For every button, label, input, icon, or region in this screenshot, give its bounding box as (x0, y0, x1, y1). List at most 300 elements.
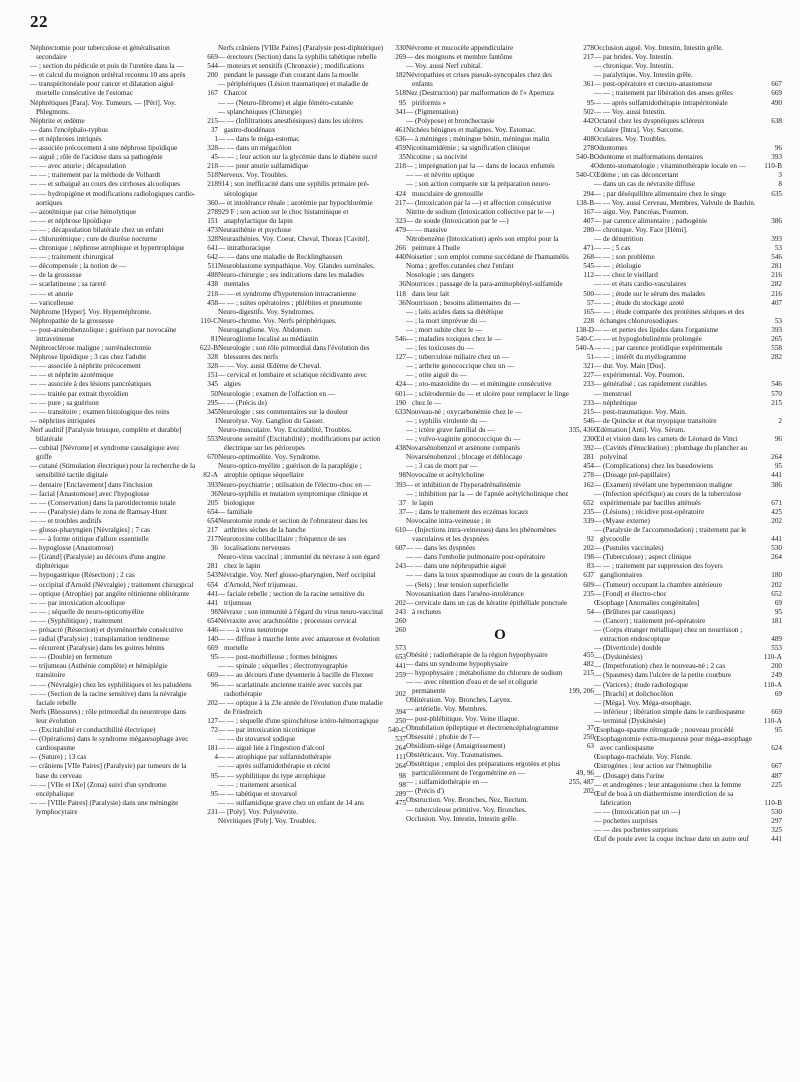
entry-page-ref: 202 (583, 787, 594, 796)
entry-page-ref: 500 (583, 289, 594, 298)
entry-text: Neuro-chrome. Voy. Nerfs périphériques. (218, 316, 337, 325)
entry-page-ref: 269 (395, 53, 406, 62)
entry-text: — (Tumeur) occupant la chambre antérieure (594, 580, 723, 589)
entry-page-ref: 393 (771, 234, 782, 243)
entry-text: — chronique. Voy. Face [Hémi]. (594, 225, 688, 234)
entry-text: — — ; traitement par la méthode de Volhardt (30, 171, 161, 180)
entry-page-ref: 217 (395, 198, 406, 207)
entry-text: Octanol chez les dyspnéiques scléreux (594, 116, 705, 125)
entry-text: Neuro-optimoélite. Voy. Syndrome. (218, 453, 321, 462)
entry-text: Nourrisson ; besoins alimentaires du — (406, 298, 520, 307)
index-entry (406, 705, 594, 714)
entry-text: — — (Infiltrations anesthésiques) dans les ulcères gastro-duodénaux (218, 116, 363, 134)
entry-page-ref: 459 (395, 144, 406, 153)
entry-text: — (Varices) ; étude radiologique (594, 680, 689, 689)
index-entry (218, 244, 406, 253)
entry-text: — (Dyskinésies) (594, 653, 643, 662)
entry-text: — — et névrite optique (406, 171, 475, 180)
entry-text: — post-traumatique. Voy. Main. (594, 407, 687, 416)
index-entry (594, 44, 782, 53)
entry-page-ref: 653 (395, 653, 406, 662)
index-entry (594, 126, 782, 135)
entry-page-ref: 233 (583, 398, 594, 407)
entry-page-ref: 652 (583, 498, 594, 507)
index-entry (406, 317, 594, 326)
entry-text: — [Poly]. Voy. Polynévrite. (218, 807, 298, 816)
index-entry (30, 171, 218, 180)
index-entry (594, 280, 782, 289)
entry-page-ref: 669 (207, 671, 218, 680)
entry-page-ref: 667 (771, 762, 782, 771)
index-entry (594, 762, 782, 771)
index-entry (30, 708, 218, 726)
index-entry (594, 344, 782, 353)
entry-page-ref: 407 (583, 216, 594, 225)
entry-text: — radial (Paralysie) ; transplantation tendineuse (30, 635, 170, 644)
index-entry (218, 399, 406, 408)
index-entry (594, 335, 782, 344)
entry-page-ref: 339 (583, 516, 594, 525)
index-entry (406, 153, 594, 162)
entry-text: — — et hypoglobulinémie prolongée (594, 335, 702, 343)
index-entry (406, 481, 594, 490)
entry-page-ref: 637 (583, 571, 594, 580)
entry-text: Néphrectomie pour tuberculose et généralisation secondaire (30, 44, 170, 62)
index-entry (218, 735, 406, 744)
index-entry (30, 299, 218, 308)
index-entry (594, 417, 782, 426)
entry-text: — post-opératoire et cœcuro-anastomose (594, 80, 713, 89)
entry-text: — — ; son problème (594, 253, 655, 262)
entry-text: Œsophagotomie extra-muqueuse pour méga-œsophage avec cardiospasme (594, 735, 752, 753)
entry-text: — érecteurs (Section) dans la syphilis tabétique rebelle (218, 53, 377, 62)
index-entry (594, 508, 782, 517)
entry-page-ref: 393 (395, 480, 406, 489)
entry-text: Néphrite et œdème (30, 116, 85, 125)
entry-page-ref: 36 (210, 544, 218, 553)
index-entry (594, 426, 782, 435)
entry-page-ref: 37 (586, 723, 594, 732)
entry-page-ref: 441 (207, 589, 218, 598)
index-entry (406, 253, 594, 262)
entry-text: Neuro-psychiatrie ; utilisation de l'électro-choc en — (218, 480, 371, 489)
entry-page-ref: 218 (395, 162, 406, 171)
entry-page-ref: 110-A (763, 716, 782, 725)
entry-text: — ; sulfamidothérapie en — (406, 778, 489, 787)
index-entry (406, 171, 594, 180)
index-entry (218, 753, 406, 762)
entry-page-ref: 35 (398, 153, 406, 162)
index-entry (30, 353, 218, 362)
index-entry (594, 62, 782, 71)
entry-text: — (Dosage) dans l'urine (594, 771, 665, 780)
entry-page-ref: 386 (771, 216, 782, 225)
entry-text: — (Précis d') (406, 787, 445, 796)
index-entry (406, 371, 594, 380)
entry-page-ref: 83 (586, 562, 594, 571)
entry-text: Œuf de boa à un diathermisme interdiction de sa fabrication (594, 789, 734, 807)
index-entry (218, 799, 406, 808)
entry-text: — ; son action comparée sur la préparation neuro-musculaire de grenouille (406, 180, 551, 198)
index-entry (30, 308, 218, 317)
index-entry (218, 717, 406, 726)
index-entry (30, 581, 218, 590)
entry-page-ref: 607 (395, 544, 406, 553)
entry-text: — (Injections intra-veineuses) dans les phénomènes vasculaires et les dyspnées (406, 525, 556, 544)
entry-text: Occlusion. Voy. Intestin, Intestin grêle. (406, 814, 518, 823)
entry-text: — ; imprégnation par la — dans de locaux enfumés (406, 162, 555, 171)
index-entry (594, 117, 782, 126)
entry-page-ref: 641 (207, 244, 218, 253)
entry-text: — des moignons et membre fantôme (406, 53, 513, 62)
index-entry (594, 681, 782, 690)
entry-text: Neuro-syphilis et mutation symptomique clinique et biologique (218, 489, 368, 507)
entry-page-ref: 441 (395, 662, 406, 671)
entry-text: — — ; séquelle d'une spirochétose ictéro-hémorragique (218, 716, 379, 725)
index-entry (406, 696, 594, 705)
index-entry (30, 153, 218, 162)
entry-text: — — (Section de la racine sensitive) dans la névralgie faciale rebelle (30, 689, 187, 707)
entry-text: — — (Neuro-fibrome) et algie féméro-cutanée (218, 98, 354, 107)
index-entry (218, 408, 406, 417)
index-entry (594, 108, 782, 117)
entry-page-ref: 95 (398, 98, 406, 107)
entry-page-ref: 282 (771, 280, 782, 289)
entry-text: Œdème ; un cas déconcertant (594, 171, 679, 180)
entry-text: Névralgie. Voy. Nerf glosso-pharyngien, Nerf occipital d'Arnold, Nerf trijumeau. (218, 571, 376, 589)
entry-page-ref: 489 (771, 635, 782, 644)
index-entry (218, 299, 406, 308)
index-entry (406, 508, 594, 517)
entry-text: Noisetier ; son emploi comme succédané de l'hamamélis (406, 253, 569, 262)
index-column-3 (406, 44, 594, 1074)
entry-page-ref: 96 (210, 680, 218, 689)
entry-page-ref: 216 (771, 271, 782, 280)
entry-page-ref: 63 (586, 741, 594, 750)
entry-page-ref: 228 (583, 316, 594, 325)
index-entry (406, 490, 594, 508)
entry-page-ref: 259 (395, 671, 406, 680)
index-entry (218, 626, 406, 635)
entry-text: Nichées bénignes et malignes. Voy. Estomac. (406, 125, 536, 134)
entry-page-ref: 140 (207, 635, 218, 644)
index-entry (406, 417, 594, 426)
entry-page-ref: 440 (395, 253, 406, 262)
entry-page-ref: 475 (395, 798, 406, 807)
entry-text: — de la grossesse (30, 271, 82, 280)
index-entry (594, 490, 782, 508)
entry-page-ref: 243 (395, 607, 406, 616)
entry-text: — ; oto-mastoïdite du — et méningite consécutive (406, 380, 552, 389)
entry-page-ref: 45 (210, 153, 218, 162)
entry-text: — — traitée par extrait thyroïdien (30, 389, 129, 398)
entry-page-ref: 558 (771, 344, 782, 353)
index-entry (30, 271, 218, 280)
entry-page-ref: 502 (583, 107, 594, 116)
entry-page-ref: 167 (207, 89, 218, 98)
index-entry (406, 226, 594, 235)
entry-text: — post-phlébitique. Voy. Veine iliaque. (406, 714, 520, 723)
entry-page-ref: 325 (771, 826, 782, 835)
entry-text: — menstruel (594, 389, 632, 398)
index-entry (594, 553, 782, 562)
entry-text: Neuro-optico-myélite ; guérison de la paraplégie ; atrophie optique séquellaire (218, 462, 362, 480)
entry-page-ref: 328 (207, 353, 218, 362)
entry-page-ref: 8 (778, 180, 782, 189)
index-entry (594, 326, 782, 335)
entry-page-ref: 162 (583, 480, 594, 489)
entry-page-ref: 281 (771, 262, 782, 271)
entry-page-ref: 570 (771, 389, 782, 398)
index-entry (218, 208, 406, 226)
entry-text: — pochettes surprises (594, 816, 658, 825)
index-entry (30, 135, 218, 144)
entry-text: — et néphroses intriqués (30, 134, 102, 143)
entry-text: — hypogastrique (Résection) ; 2 cas (30, 571, 135, 580)
entry-page-ref: 537 (395, 735, 406, 744)
entry-text: — ; tuberculose miliaire chez un — (406, 353, 509, 362)
index-entry (218, 371, 406, 389)
index-entry (30, 190, 218, 208)
entry-text: Neurasthénies. Voy. Coeur, Cheval, Thorax [Cavité]. (218, 234, 370, 243)
index-entry (406, 180, 594, 198)
entry-page-ref: 393 (771, 325, 782, 334)
index-entry (30, 262, 218, 271)
entry-page-ref: 573 (395, 644, 406, 653)
entry-text: Œsophago-trachéale. Voy. Fistule. (594, 753, 693, 762)
entry-page-ref: 268 (583, 253, 594, 262)
entry-text: — (Imperforation) chez le nouveau-né ; 2 cas (594, 662, 726, 671)
index-entry (218, 326, 406, 335)
index-entry (218, 517, 406, 535)
entry-page-ref: 546 (395, 335, 406, 343)
index-entry (406, 71, 594, 89)
entry-text: Nitrite de sodium (Intoxication collective par le —) (406, 207, 555, 216)
entry-text: — artérielle. Voy. Membres. (406, 705, 488, 714)
entry-text: Obstruction. Voy. Bronches, Nez, Rectum. (406, 796, 529, 805)
entry-text: — et androgènes ; leur antagonisme chez la femme (594, 780, 742, 789)
index-entry (406, 742, 594, 751)
entry-text: — hypophysaire ; métabolisme du chlorure de sodium (406, 669, 563, 678)
entry-text: — (Opérations) dans le syndrome mégaœsophage avec cardiospasme (30, 735, 189, 753)
entry-page-ref: 215 (207, 116, 218, 125)
entry-page-ref: 202 (395, 598, 406, 607)
entry-page-ref: 51 (586, 353, 594, 362)
index-entry (406, 544, 594, 553)
entry-text: — intrathoracique (218, 244, 271, 253)
index-entry (594, 199, 782, 208)
entry-text: — moteurs et sensitifs (Chronaxie) ; modifications pendant le passage d'un courant dans la moelle (218, 62, 365, 80)
entry-text: — — dans les dyspnées (406, 544, 476, 553)
index-entry (30, 653, 218, 662)
index-entry (30, 162, 218, 171)
entry-page-ref: 180 (771, 571, 782, 580)
index-entry (406, 815, 594, 824)
entry-page-ref: 455 (583, 650, 594, 659)
index-entry (406, 299, 594, 308)
entry-page-ref: 127 (395, 353, 406, 362)
entry-page-ref: 281 (207, 562, 218, 571)
index-entry (406, 751, 594, 760)
entry-page-ref: 250 (583, 732, 594, 741)
entry-page-ref: 278 (583, 471, 594, 480)
index-entry (218, 344, 406, 362)
index-entry (218, 253, 406, 262)
entry-page-ref: 488 (207, 271, 218, 280)
index-entry (594, 435, 782, 444)
entry-text: — — ; traitement arsenical (218, 780, 297, 789)
entry-text: — (Brûlures par caustiques) (594, 607, 676, 616)
index-entry (406, 651, 594, 660)
entry-page-ref: 425 (771, 507, 782, 516)
entry-page-ref: 36 (210, 489, 218, 498)
index-entry (218, 44, 406, 53)
entry-text: — (Cancer) ; traitement pré-opératoire (594, 616, 706, 625)
entry-text: — (Myase externe) (594, 516, 650, 525)
entry-text: Oculaire [Intra]. Voy. Sarcome. (594, 125, 684, 134)
index-entry (406, 117, 594, 126)
index-entry (218, 453, 406, 462)
entry-text: — — et anurie (30, 289, 73, 298)
entry-page-ref: 110-A (763, 653, 782, 662)
entry-page-ref: 670 (207, 453, 218, 462)
index-entry (594, 271, 782, 280)
entry-page-ref: 441 (771, 535, 782, 544)
entry-page-ref: 669 (771, 89, 782, 98)
entry-page-ref: 482 (583, 660, 594, 668)
entry-page-ref: 199, 206 (568, 687, 594, 696)
index-entry (594, 190, 782, 199)
entry-page-ref: 408 (583, 134, 594, 143)
entry-page-ref: 1 (214, 416, 218, 425)
entry-text: — — et états cardio-vasculaires (594, 280, 687, 289)
index-entry (218, 317, 406, 326)
entry-page-ref: 202 (207, 698, 218, 707)
entry-page-ref: 281 (583, 453, 594, 462)
index-entry (406, 462, 594, 471)
entry-page-ref: 95 (774, 607, 782, 616)
entry-text: — dentaire [Enclavement] dans l'inclusion (30, 480, 153, 489)
entry-text: Névrome et mucocèle appendiculaire (406, 44, 514, 52)
index-entry (406, 108, 594, 117)
entry-text: Noma ; greffes cutanées chez l'enfant (406, 262, 514, 271)
entry-text: — — (Syphilitique) ; traitement (30, 616, 123, 625)
index-entry (406, 89, 594, 107)
index-entry (30, 599, 218, 608)
entry-text: — — associée à néphrite précocement (30, 362, 141, 371)
entry-text: — (Complications) chez les basedowiens (594, 462, 713, 471)
entry-text: — — ; traitement par libération des anses grêles (594, 89, 733, 98)
entry-page-ref: 518 (207, 171, 218, 180)
entry-text: Obsidium-siège (Amaigrissement) (406, 741, 506, 750)
entry-page-ref: 546 (583, 416, 594, 425)
index-entry (218, 199, 406, 208)
entry-page-ref: 487 (771, 771, 782, 780)
entry-text: — ; les toxicoses du — (406, 344, 474, 353)
entry-page-ref: 200 (207, 71, 218, 80)
entry-page-ref: 546 (771, 253, 782, 262)
index-entry (594, 171, 782, 180)
entry-page-ref: 282 (771, 353, 782, 362)
entry-text: 929 F ; son action sur le choc histaminique et anaphylactique du lapin (218, 207, 349, 225)
entry-page-ref: 442 (583, 116, 594, 125)
index-entry (30, 799, 218, 817)
entry-page-ref: 264 (395, 744, 406, 753)
index-entry (30, 417, 218, 426)
entry-page-ref: 37 (210, 125, 218, 134)
entry-page-ref: 530 (771, 544, 782, 553)
entry-page-ref: 540-C (576, 171, 594, 180)
index-entry (594, 89, 782, 98)
entry-page-ref: 278 (583, 44, 594, 52)
entry-page-ref: 37 (398, 507, 406, 516)
index-entry (30, 399, 218, 408)
entry-text: — — ; étude du stockage azoté (594, 298, 685, 307)
entry-page-ref: 654 (207, 507, 218, 516)
index-entry (594, 826, 782, 835)
entry-text: — — Voy. aussi Intestin. (594, 107, 666, 116)
index-entry (406, 787, 594, 796)
entry-text: — dur. Voy. Main [Dos]. (594, 362, 666, 371)
index-entry (594, 626, 782, 644)
entry-text: — généralisé ; cas rapidement curables (594, 380, 707, 389)
index-entry (30, 362, 218, 371)
entry-page-ref: 96 (774, 435, 782, 444)
index-entry (406, 678, 594, 696)
entry-text: — familiale (218, 507, 253, 516)
entry-text: — — à virus neurotrope (218, 626, 289, 634)
index-entry (594, 772, 782, 781)
entry-text: — — post-morbilleuse ; formes bénignes (218, 653, 338, 662)
entry-text: — par carence alimentaire ; pathogénie (594, 216, 708, 225)
index-entry (218, 335, 406, 344)
entry-text: — [Grand] (Paralysie) au décours d'une angine diphtérique (30, 553, 166, 571)
index-entry (594, 226, 782, 235)
entry-page-ref: 36 (398, 298, 406, 307)
index-entry (594, 144, 782, 153)
index-entry (406, 517, 594, 526)
entry-text: — — (Intoxication par un —) (594, 807, 681, 816)
entry-text: Nerfs crâniens [VIIIe Paires] (Paralysie post-diphtérique) (218, 44, 384, 52)
entry-text: — — pure ; sa guérison (30, 398, 99, 407)
entry-text: — ; dans le traitement des eczémas locaux (406, 507, 529, 516)
entry-page-ref: 264 (771, 553, 782, 562)
index-entry (594, 71, 782, 80)
entry-text: — (Cavités d'énucléation) ; plombage du plancher au polyvinal (594, 444, 748, 462)
entry-text: — — au décours d'une dysenterie à bacille de Flexner (218, 671, 374, 680)
index-entry (30, 44, 218, 62)
entry-text: Œsophago-spasme rétrograde ; nouveau procédé (594, 726, 734, 735)
entry-text: — (Examen) révélant une hypertension maligne (594, 480, 733, 489)
entry-text: — et intolérance rénale ; azotémie par hypochlorémie (218, 198, 373, 207)
entry-page-ref: 215 (771, 398, 782, 407)
index-entry (30, 553, 218, 571)
index-entry (218, 653, 406, 662)
entry-text: — expérimental. Voy. Poumon. (594, 371, 685, 380)
entry-text: — (Tuberculose) ; aspect clinique (594, 553, 692, 562)
index-entry (594, 462, 782, 471)
index-entry (594, 544, 782, 553)
entry-page-ref: 438 (395, 444, 406, 453)
index-entry (406, 590, 594, 599)
index-entry (218, 435, 406, 453)
entry-page-ref: 217 (583, 53, 594, 62)
entry-page-ref: 37 (398, 498, 406, 507)
entry-page-ref: 441 (771, 835, 782, 844)
entry-text: — — spinale ; séquelles ; électromyographie (218, 662, 348, 671)
entry-page-ref: 50 (210, 389, 218, 398)
index-entry (406, 408, 594, 417)
